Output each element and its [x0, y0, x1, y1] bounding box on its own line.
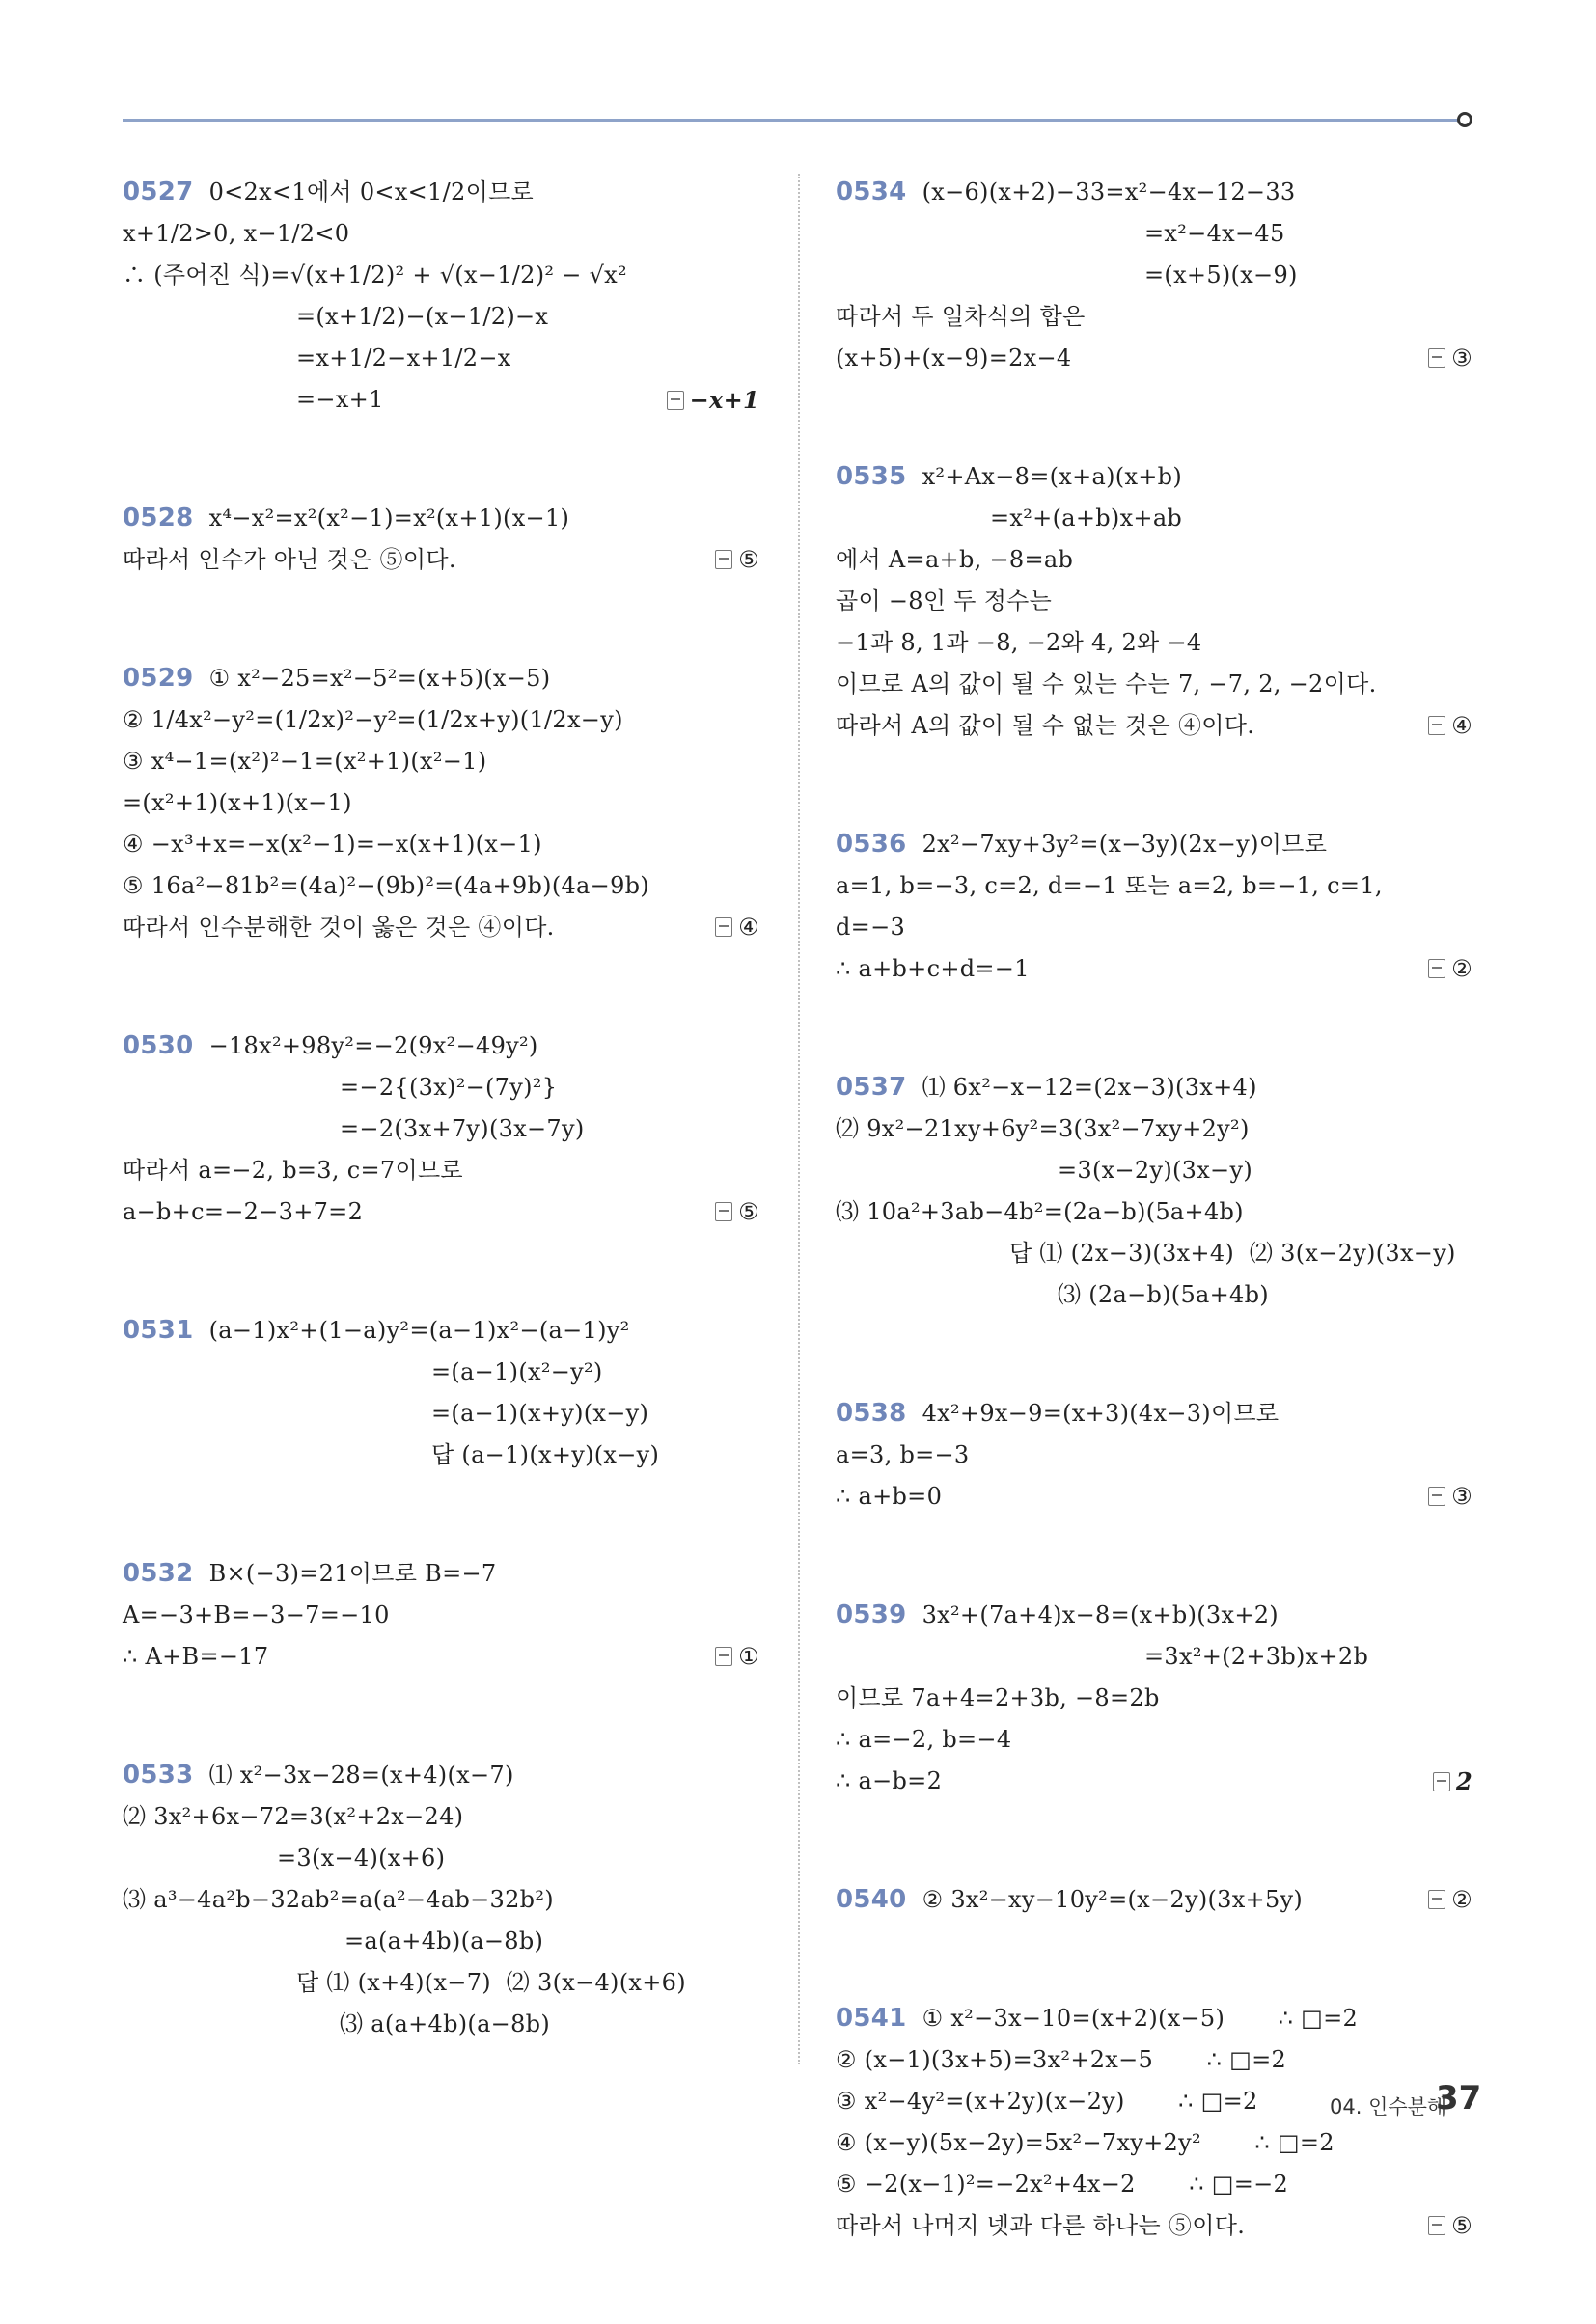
solution-text: ① x²−3x−10=(x+2)(x−5) ∴ □=2	[922, 2005, 1359, 2032]
solution-text: ② (x−1)(3x+5)=3x²+2x−5 ∴ □=2	[836, 2046, 1287, 2073]
solution-text: =−x+1	[296, 386, 384, 413]
solution-line	[836, 581, 1472, 622]
solution-text: a=3, b=−3	[836, 1441, 970, 1468]
solution-line	[836, 456, 1472, 498]
problem-number: 0541	[836, 2004, 907, 2033]
solution-text: B×(−3)=21이므로 B=−7	[208, 1560, 497, 1587]
chapter-label: 04. 인수분해	[1330, 2095, 1447, 2119]
solution-line	[123, 172, 759, 213]
solution-line	[836, 2164, 1472, 2205]
solution-line	[836, 539, 1472, 581]
solution-line	[123, 699, 759, 741]
solution-text: ② 3x²−xy−10y²=(x−2y)(3x+5y)	[922, 1886, 1304, 1913]
solution-line	[123, 1962, 759, 2004]
solution-text: d=−3	[836, 914, 906, 941]
solution-line	[123, 865, 759, 907]
solution-line	[123, 338, 759, 379]
solution-text: ∴ a−b=2	[836, 1767, 943, 1794]
solution-text: ⑵ 3x²+6x−72=3(x²+2x−24)	[123, 1803, 464, 1830]
solution-line	[123, 255, 759, 296]
solution-line	[123, 1352, 759, 1393]
solution-line	[123, 1393, 759, 1435]
solution-line	[123, 658, 759, 699]
solution-text: x+1/2>0, x−1/2<0	[123, 220, 350, 247]
top-rule	[123, 119, 1464, 122]
solution-text: =(x+1/2)−(x−1/2)−x	[296, 303, 549, 330]
answer-text: −x+1	[689, 386, 759, 414]
solution-text: ∴ a+b=0	[836, 1483, 943, 1510]
answer-icon	[1428, 348, 1445, 368]
solution-line	[123, 1025, 759, 1067]
solution-text: 이므로 A의 값이 될 수 있는 수는 7, −7, 2, −2이다.	[836, 670, 1377, 697]
solution-text: =x²−4x−45	[1144, 220, 1285, 247]
answer-mark	[1428, 1476, 1472, 1517]
solution-text: 3x²+(7a+4)x−8=(x+b)(3x+2)	[922, 1601, 1279, 1628]
answer-text: ①	[738, 1643, 759, 1670]
solution-line	[123, 1595, 759, 1636]
problem-0534	[836, 172, 1472, 379]
solution-line	[123, 1796, 759, 1838]
solution-text: ⑴ 6x²−x−12=(2x−3)(3x+4)	[922, 1074, 1257, 1101]
solution-line	[836, 498, 1472, 539]
solution-line	[123, 2004, 759, 2045]
problem-0531	[123, 1310, 759, 1476]
problem-number: 0531	[123, 1316, 194, 1345]
answer-text: ⑤	[1451, 2212, 1472, 2239]
problem-number: 0538	[836, 1399, 907, 1428]
answer-mark	[1428, 948, 1472, 990]
solution-text: =(a−1)(x²−y²)	[431, 1358, 603, 1385]
solution-line	[836, 1393, 1472, 1435]
problem-0540	[836, 1879, 1472, 1921]
solution-line	[123, 907, 759, 948]
answer-mark	[1428, 338, 1472, 379]
solution-line	[123, 1553, 759, 1595]
solution-line	[123, 1921, 759, 1962]
solution-line	[836, 1274, 1472, 1316]
answer-mark	[1428, 705, 1472, 747]
solution-text: ② 1/4x²−y²=(1/2x)²−y²=(1/2x+y)(1/2x−y)	[123, 706, 623, 733]
problem-0537	[836, 1067, 1472, 1316]
answer-icon	[1428, 716, 1445, 735]
solution-text: 답 ⑴ (2x−3)(3x+4) ⑵ 3(x−2y)(3x−y)	[1009, 1240, 1456, 1267]
solution-line	[123, 379, 759, 421]
solution-text: x²+Ax−8=(x+a)(x+b)	[922, 463, 1183, 490]
solution-text: ∴ a=−2, b=−4	[836, 1726, 1012, 1753]
solution-text: ∴ A+B=−17	[123, 1643, 269, 1670]
solution-line	[836, 948, 1472, 990]
solution-line	[836, 1150, 1472, 1191]
problem-number: 0527	[123, 178, 194, 206]
answer-icon	[715, 1202, 732, 1221]
solution-line	[836, 824, 1472, 865]
problem-number: 0536	[836, 830, 907, 859]
answer-text: ②	[1451, 955, 1472, 982]
solution-line	[836, 1191, 1472, 1233]
problem-0527	[123, 172, 759, 421]
problem-number: 0530	[123, 1031, 194, 1060]
answer-icon	[667, 391, 684, 410]
solution-text: −1과 8, 1과 −8, −2와 4, 2와 −4	[836, 629, 1202, 656]
solution-text: (a−1)x²+(1−a)y²=(a−1)x²−(a−1)y²	[208, 1317, 630, 1344]
solution-text: (x−6)(x+2)−33=x²−4x−12−33	[922, 178, 1296, 205]
solution-line	[836, 2122, 1472, 2164]
solution-text: 따라서 A의 값이 될 수 없는 것은 ④이다.	[836, 712, 1255, 739]
solution-text: ⑤ 16a²−81b²=(4a)²−(9b)²=(4a+9b)(4a−9b)	[123, 872, 649, 899]
problem-number: 0539	[836, 1600, 907, 1629]
solution-text: ⑤ −2(x−1)²=−2x²+4x−2 ∴ □=−2	[836, 2171, 1289, 2198]
solution-text: ④ −x³+x=−x(x²−1)=−x(x+1)(x−1)	[123, 831, 542, 858]
solution-line	[123, 1150, 759, 1191]
solution-text: ⑴ x²−3x−28=(x+4)(x−7)	[208, 1762, 514, 1789]
solution-text: ⑶ a(a+4b)(a−8b)	[340, 2010, 550, 2037]
solution-text: 2x²−7xy+3y²=(x−3y)(2x−y)이므로	[922, 831, 1328, 858]
solution-text: A=−3+B=−3−7=−10	[123, 1601, 390, 1628]
problem-0539	[836, 1595, 1472, 1802]
solution-text: a=1, b=−3, c=2, d=−1 또는 a=2, b=−1, c=1,	[836, 872, 1383, 899]
problem-number: 0528	[123, 504, 194, 533]
answer-mark	[667, 379, 759, 421]
top-rule-dot	[1457, 112, 1472, 127]
solution-text: 따라서 인수가 아닌 것은 ⑤이다.	[123, 546, 456, 573]
answer-mark	[715, 1191, 759, 1233]
solution-text: ∴ a+b+c+d=−1	[836, 955, 1030, 982]
solution-text: −18x²+98y²=−2(9x²−49y²)	[208, 1032, 538, 1059]
solution-text: 답 ⑴ (x+4)(x−7) ⑵ 3(x−4)(x+6)	[296, 1969, 686, 1996]
solution-text: ④ (x−y)(5x−2y)=5x²−7xy+2y² ∴ □=2	[836, 2129, 1335, 2156]
solution-line	[836, 1636, 1472, 1678]
solution-text: =x²+(a+b)x+ab	[990, 505, 1183, 532]
solution-text: 따라서 두 일차식의 합은	[836, 303, 1086, 330]
solution-line	[836, 338, 1472, 379]
solution-text: =x+1/2−x+1/2−x	[296, 344, 511, 371]
solution-text: 따라서 나머지 넷과 다른 하나는 ⑤이다.	[836, 2212, 1246, 2239]
solution-text: =a(a+4b)(a−8b)	[344, 1928, 544, 1955]
solution-line	[123, 213, 759, 255]
answer-text: ③	[1451, 1483, 1472, 1510]
solution-line	[123, 1310, 759, 1352]
answer-icon	[1428, 1487, 1445, 1506]
solution-text: ① x²−25=x²−5²=(x+5)(x−5)	[208, 665, 551, 692]
right-column	[836, 172, 1472, 2324]
solution-line	[836, 1108, 1472, 1150]
solution-text: =(x+5)(x−9)	[1144, 261, 1298, 288]
answer-text: ④	[1451, 712, 1472, 739]
problem-0538	[836, 1393, 1472, 1517]
solution-line	[836, 1719, 1472, 1761]
solution-line	[836, 172, 1472, 213]
problem-number: 0540	[836, 1885, 907, 1914]
answer-icon	[715, 1647, 732, 1666]
problem-0528	[123, 498, 759, 581]
problem-number: 0534	[836, 178, 907, 206]
solution-text: ⑵ 9x²−21xy+6y²=3(3x²−7xy+2y²)	[836, 1115, 1250, 1142]
solution-text: =−2(3x+7y)(3x−7y)	[340, 1115, 585, 1142]
problem-number: 0532	[123, 1559, 194, 1588]
answer-mark	[715, 907, 759, 948]
solution-text: 따라서 a=−2, b=3, c=7이므로	[123, 1157, 463, 1184]
solution-text: =(x²+1)(x+1)(x−1)	[123, 789, 352, 816]
problem-number: 0537	[836, 1073, 907, 1102]
solution-line	[123, 1435, 759, 1476]
solution-text: a−b+c=−2−3+7=2	[123, 1198, 364, 1225]
answer-mark	[715, 539, 759, 581]
problem-number: 0535	[836, 462, 907, 491]
solution-line	[836, 1998, 1472, 2039]
solution-line	[123, 1879, 759, 1921]
answer-text: ⑤	[738, 546, 759, 573]
solution-text: =3x²+(2+3b)x+2b	[1144, 1643, 1369, 1670]
solution-text: =3(x−4)(x+6)	[277, 1845, 446, 1872]
solution-text: ③ x⁴−1=(x²)²−1=(x²+1)(x²−1)	[123, 748, 487, 775]
answer-icon	[1428, 1890, 1445, 1909]
solution-text: 에서 A=a+b, −8=ab	[836, 546, 1074, 573]
solution-line	[836, 1595, 1472, 1636]
solution-text: (x+5)+(x−9)=2x−4	[836, 344, 1072, 371]
answer-icon	[1433, 1772, 1450, 1791]
solution-line	[123, 1108, 759, 1150]
solution-line	[123, 782, 759, 824]
solution-line	[123, 1067, 759, 1108]
solution-text: =−2{(3x)²−(7y)²}	[340, 1074, 558, 1101]
problem-0536	[836, 824, 1472, 990]
solution-text: 4x²+9x−9=(x+3)(4x−3)이므로	[922, 1400, 1280, 1427]
solution-line	[836, 1678, 1472, 1719]
answer-text: ②	[1451, 1886, 1472, 1913]
solution-text: 답 (a−1)(x+y)(x−y)	[431, 1441, 660, 1468]
solution-line	[836, 1476, 1472, 1517]
solution-line	[836, 664, 1472, 705]
answer-text: ⑤	[738, 1198, 759, 1225]
answer-text: ④	[738, 914, 759, 941]
solution-text: 곱이 −8인 두 정수는	[836, 588, 1053, 615]
problem-0533	[123, 1755, 759, 2045]
answer-mark	[715, 1636, 759, 1678]
solution-text: x⁴−x²=x²(x²−1)=x²(x+1)(x−1)	[208, 505, 570, 532]
answer-mark	[1428, 1879, 1472, 1921]
solution-line	[836, 2039, 1472, 2081]
solution-text: ⑶ a³−4a²b−32ab²=a(a²−4ab−32b²)	[123, 1886, 554, 1913]
problem-number: 0529	[123, 664, 194, 693]
solution-line	[123, 741, 759, 782]
answer-icon	[1428, 959, 1445, 978]
problem-0530	[123, 1025, 759, 1233]
solution-line	[836, 2205, 1472, 2247]
answer-text: ③	[1451, 344, 1472, 371]
problem-0535	[836, 456, 1472, 747]
solution-line	[836, 1879, 1472, 1921]
solution-line	[123, 498, 759, 539]
solution-text: ⑶ (2a−b)(5a+4b)	[1058, 1281, 1269, 1308]
solution-text: ∴ (주어진 식)=√(x+1/2)² + √(x−1/2)² − √x²	[123, 261, 627, 288]
answer-mark	[1428, 2205, 1472, 2247]
solution-line	[836, 907, 1472, 948]
solution-line	[836, 622, 1472, 664]
answer-icon	[715, 550, 732, 569]
left-column	[123, 172, 759, 2122]
answer-icon	[715, 917, 732, 937]
solution-line	[836, 296, 1472, 338]
problem-0541	[836, 1998, 1472, 2247]
column-divider	[798, 174, 800, 2064]
solution-text: 이므로 7a+4=2+3b, −8=2b	[836, 1684, 1160, 1711]
solution-line	[123, 539, 759, 581]
solution-text: =(a−1)(x+y)(x−y)	[431, 1400, 649, 1427]
solution-text: =3(x−2y)(3x−y)	[1058, 1157, 1252, 1184]
solution-line	[123, 296, 759, 338]
problem-0529	[123, 658, 759, 948]
solution-line	[836, 1761, 1472, 1802]
page-number: 37	[1436, 2079, 1482, 2118]
problem-number: 0533	[123, 1761, 194, 1790]
solution-text: ③ x²−4y²=(x+2y)(x−2y) ∴ □=2	[836, 2088, 1258, 2115]
solution-text: ⑶ 10a²+3ab−4b²=(2a−b)(5a+4b)	[836, 1198, 1244, 1225]
solution-line	[836, 865, 1472, 907]
answer-icon	[1428, 2216, 1445, 2235]
answer-text: 2	[1456, 1767, 1472, 1795]
solution-line	[836, 705, 1472, 747]
answer-mark	[1433, 1761, 1472, 1802]
solution-line	[836, 213, 1472, 255]
solution-line	[123, 824, 759, 865]
solution-line	[836, 1233, 1472, 1274]
solution-line	[836, 1067, 1472, 1108]
solution-line	[836, 255, 1472, 296]
solution-text: 따라서 인수분해한 것이 옳은 것은 ④이다.	[123, 914, 555, 941]
solution-line	[123, 1755, 759, 1796]
solution-line	[123, 1636, 759, 1678]
solution-text: 0<2x<1에서 0<x<1/2이므로	[208, 178, 535, 205]
problem-0532	[123, 1553, 759, 1678]
solution-line	[123, 1191, 759, 1233]
solution-line	[836, 1435, 1472, 1476]
solution-line	[123, 1838, 759, 1879]
